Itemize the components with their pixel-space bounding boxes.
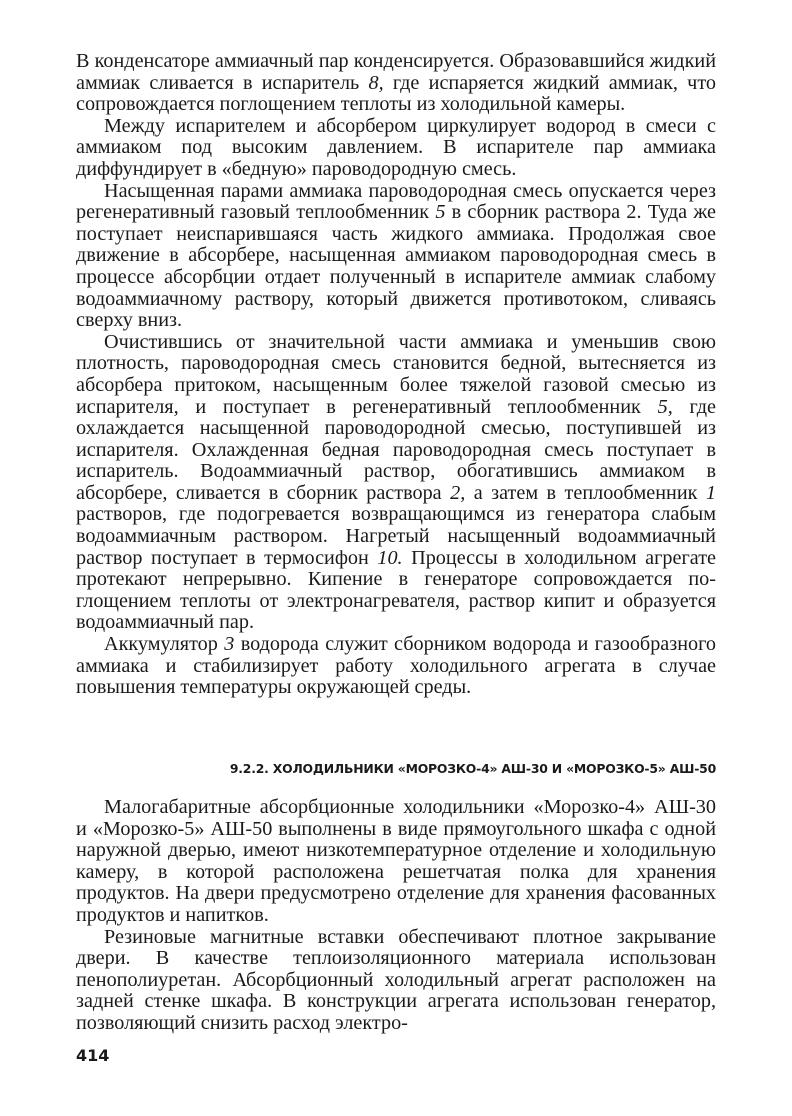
paragraph — [76, 927, 716, 1035]
text-run: Аккумулятор — [104, 633, 225, 656]
text-run: где охлаждается насыщенной пароводородной смесью, поступившей из испарителя. Охлажденная бедная пароводородная смесь поступает в испаритель. Водоаммиачный раствор, обогатившись аммиаком в абсорбере, сливается в сборник раствора — [76, 395, 716, 504]
italic-reference: 8, — [368, 71, 384, 94]
italic-reference: 5 — [435, 201, 446, 224]
text-run: где испаряется жидкий аммиак, что сопровождается поглощением теплоты из холодильной камеры. — [76, 71, 716, 116]
paragraph — [76, 181, 716, 332]
italic-reference: 2, — [450, 481, 466, 504]
body-text-top — [76, 51, 716, 699]
paragraph — [76, 634, 716, 699]
section-heading: 9.2.2. ХОЛОДИЛЬНИКИ «МОРОЗКО-4» АШ-30 И «МОРОЗКО-5» АШ-50 — [229, 761, 716, 776]
text-run: Резиновые магнитные вставки обеспечивают плотное закрывание двери. В качестве теплоизоляционного материала использован пенополиуретан. Абсорбционный холодильный агрегат расположен на задней стенке шкафа. В конструкции агрегата использован генератор, позволяющий снизить расход электро- — [76, 925, 716, 1034]
paragraph — [76, 797, 716, 927]
text-run: водорода служит сборником водорода и газообразного аммиака и стабилизирует работу холодильного агрегата в случае повышения температуры окружающей среды. — [76, 633, 716, 699]
page-number: 414 — [76, 1046, 110, 1065]
paragraph — [76, 116, 716, 181]
text-run: В конденсаторе аммиачный пар конденсируется. Образовавшийся жидкий аммиак сливается в испаритель — [76, 50, 716, 94]
text-run: Между испарителем и абсорбером циркулирует водород в смеси с аммиаком под высоким давлением. В испарителе пар аммиака диффундирует в «бедную» пароводородную смесь. — [76, 114, 716, 180]
text-run: Очистившись от значительной части аммиака и уменьшив свою плотность, пароводородная смесь становится бедной, вытесняется из абсорбера притоком, насыщенным более тяжелой газовой смесью из испарителя, и поступает в регенеративный теплообменник — [76, 330, 716, 418]
text-run: а затем в теплообменник — [465, 481, 706, 504]
text-run: Насыщенная парами аммиака пароводородная смесь опускается через регенеративный газовый теплообменник — [76, 179, 716, 224]
paragraph — [76, 332, 716, 634]
italic-reference: 5, — [657, 395, 673, 418]
text-run: растворов, где подогревается возвращающимся из генератора слабым водоаммиачным раствором. Нагретый насыщенный водоаммиачный раствор поступает в термосифон — [76, 503, 716, 569]
text-run: Малогабаритные абсорбционные холодильники «Морозко-4» АШ-30 и «Морозко-5» АШ-50 выполнены в виде прямоугольного шкафа с одной наружной дверью, имеют низкотемпературное отделение и холодильную камеру, в которой расположена решетчатая полка для хранения продуктов. На двери предусмотрено отделение для хранения фасованных продуктов и напитков. — [76, 796, 716, 926]
italic-reference: 10. — [377, 546, 403, 569]
paragraph — [76, 51, 716, 116]
text-run: в сборник раствора 2. Туда же поступает неиспарившаяся часть жидкого аммиака. Продолжая свое движение в абсорбере, насыщенная аммиаком пароводородная смесь в процессе абсорбции отдает полученный в испарителе аммиак слабому водоаммиачному раствору, который движется противотоком, сливаясь сверху вниз. — [76, 201, 716, 332]
italic-reference: 1 — [705, 481, 716, 504]
text-run: Процессы в холодильном агрегате протекают непрерывно. Кипение в генераторе сопровождается поглощением теплоты от электронагревателя, раствор кипит и образуется водоаммиачный пар. — [76, 546, 716, 634]
body-text-bottom — [76, 797, 716, 1035]
italic-reference: 3 — [224, 633, 235, 656]
